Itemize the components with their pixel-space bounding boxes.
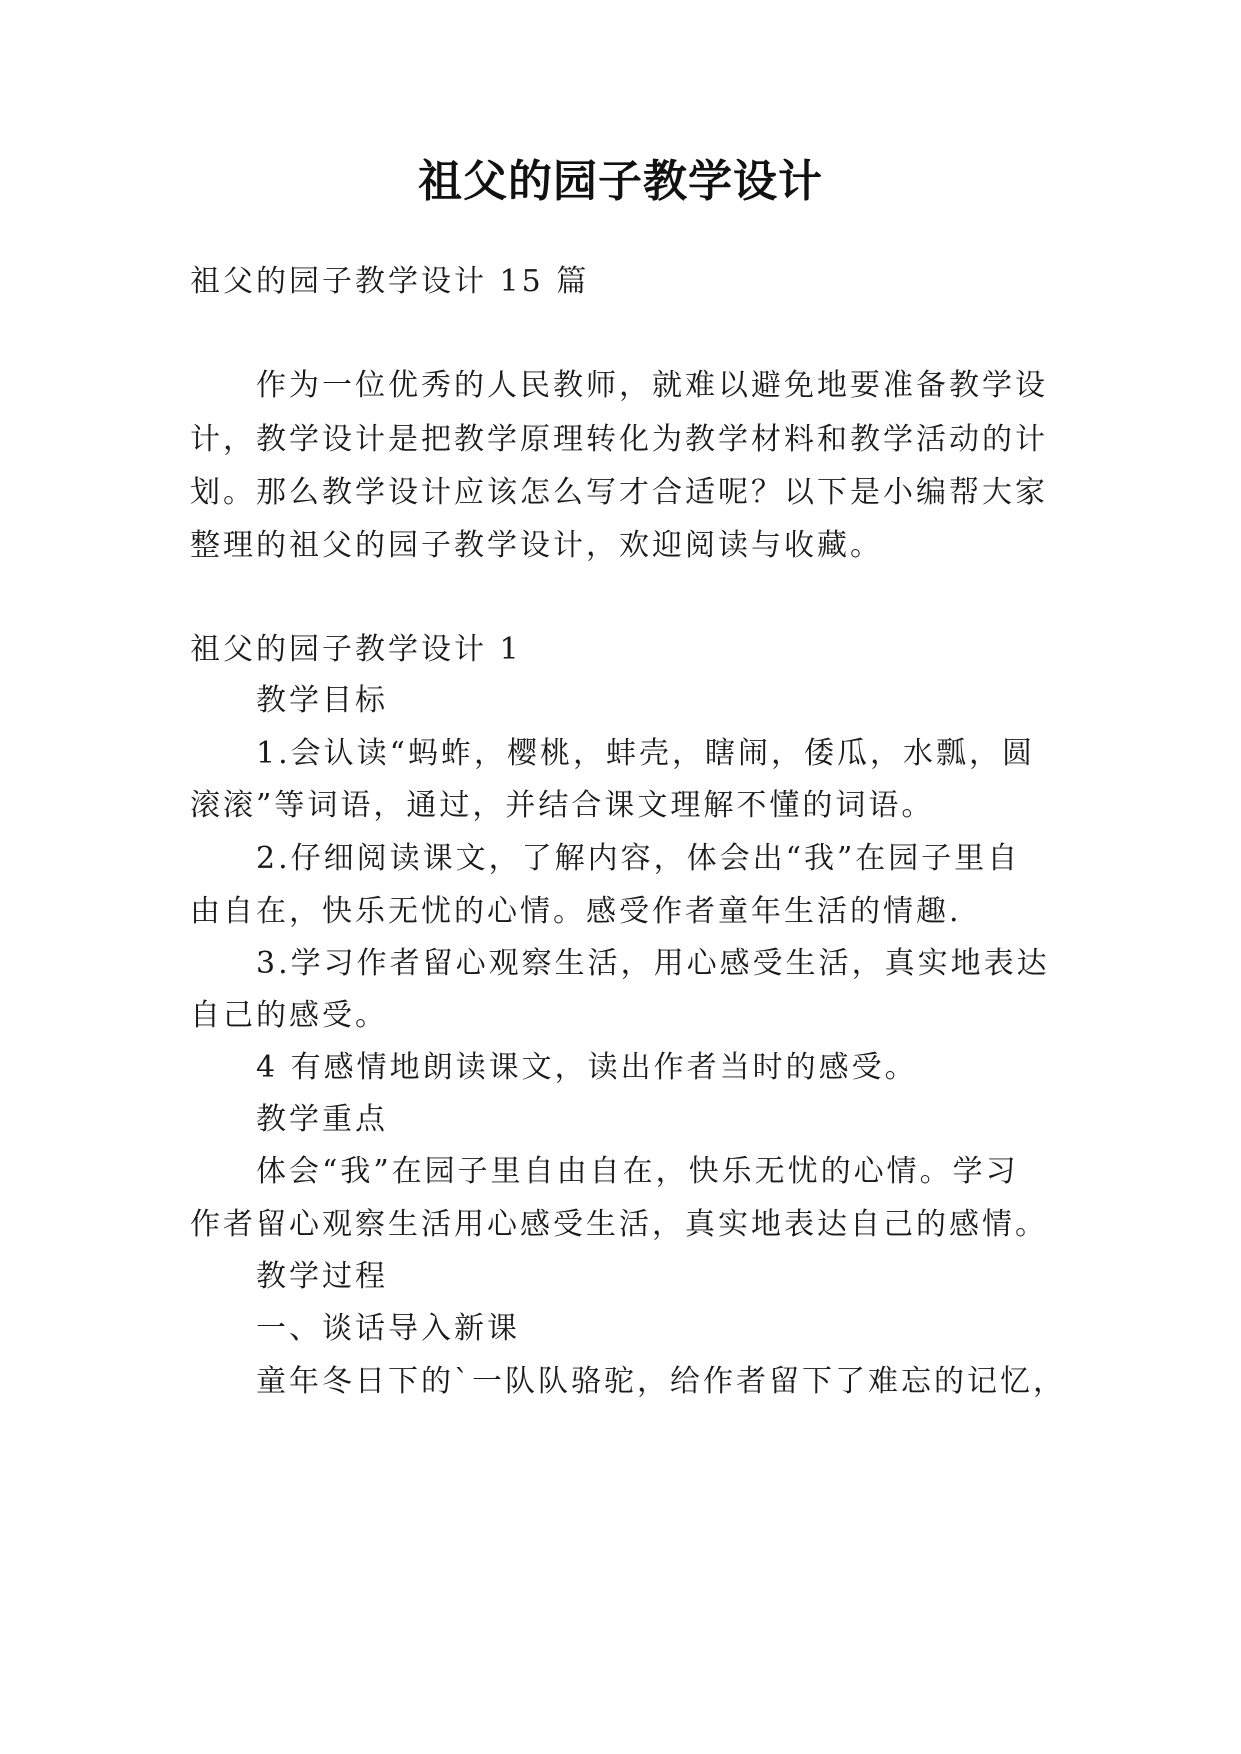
goal-3-line-1: 3.学习作者留心观察生活，用心感受生活，真实地表达 (256, 946, 1050, 981)
key-points-line-1: 体会“我”在园子里自由自在，快乐无忧的心情。学习 (256, 1154, 1019, 1189)
intro-line-4: 整理的祖父的园子教学设计，欢迎阅读与收藏。 (190, 528, 883, 563)
key-points-heading: 教学重点 (256, 1102, 388, 1137)
key-points-line-2: 作者留心观察生活用心感受生活，真实地表达自己的感情。 (190, 1207, 1048, 1242)
goal-1-line-2: 滚滚”等词语，通过，并结合课文理解不懂的词语。 (190, 788, 935, 823)
intro-line-1: 作为一位优秀的人民教师，就难以避免地要准备教学设 (256, 368, 1048, 403)
process-step-1-heading: 一、谈话导入新课 (256, 1311, 520, 1346)
goal-3-line-2: 自己的感受。 (190, 998, 388, 1033)
intro-line-3: 划。那么教学设计应该怎么写才合适呢？以下是小编帮大家 (190, 475, 1048, 510)
goal-2-line-2: 由自在，快乐无忧的心情。感受作者童年生活的情趣. (190, 894, 962, 929)
goal-1-line-1: 1.会认读“蚂蚱，樱桃，蚌壳，瞎闹，倭瓜，水瓢，圆 (256, 736, 1035, 771)
intro-line-2: 计，教学设计是把教学原理转化为教学材料和教学活动的计 (190, 422, 1048, 457)
section-heading-1: 祖父的园子教学设计 1 (190, 632, 522, 667)
process-step-1-line-1: 童年冬日下的`一队队骆驼，给作者留下了难忘的记忆， (256, 1364, 1066, 1399)
document-title: 祖父的园子教学设计 (418, 156, 823, 207)
goals-heading: 教学目标 (256, 683, 388, 718)
goal-2-line-1: 2.仔细阅读课文，了解内容，体会出“我”在园子里自 (256, 841, 1021, 876)
process-heading: 教学过程 (256, 1259, 388, 1294)
goal-4-line: 4 有感情地朗读课文，读出作者当时的感受。 (256, 1050, 918, 1085)
subtitle-line: 祖父的园子教学设计 15 篇 (190, 264, 590, 299)
